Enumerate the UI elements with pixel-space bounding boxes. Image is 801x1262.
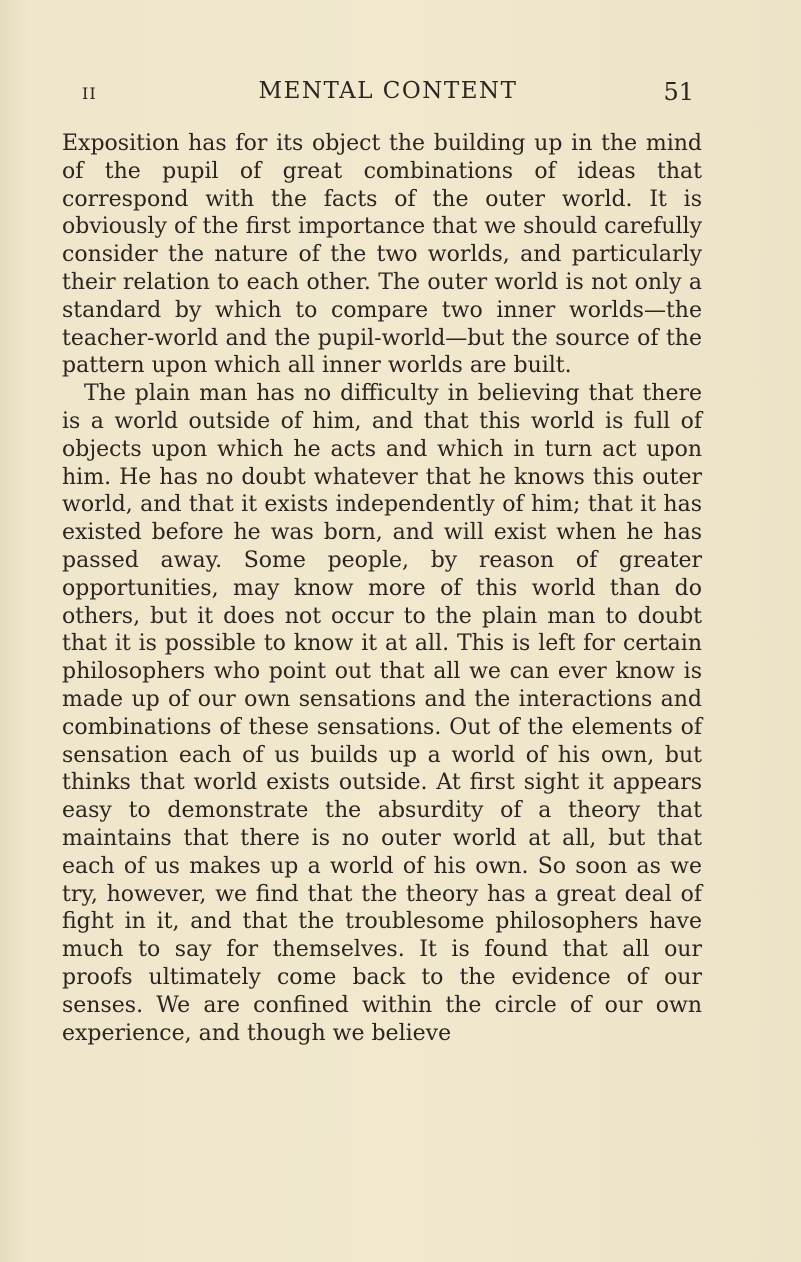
paragraph: Exposition has for its object the building up in the mind of the pupil of great combinations of ideas that correspond with the facts of the outer world. It is obviously of the first importance that we should carefully consider the nature of the two worlds, and particularly their relation to each other. The outer world is not only a standard by which to compare two inner worlds—the teacher-world and the pupil-world—but the source of the pattern upon which all inner worlds are built. [62,131,702,379]
page-header [82,78,694,112]
body-text [62,130,702,1047]
running-title: MENTAL CONTENT [258,78,518,104]
page-number: 51 [663,78,694,106]
paragraph: The plain man has no difficulty in believing that there is a world outside of him, and that this world is full of objects upon which he acts and which in turn act upon him. He has no doubt whatever that he knows this outer world, and that it exists independently of him; that it has existed before he was born, and will exist when he has passed away. Some people, by reason of greater opportunities, may know more of this world than do others, but it does not occur to the plain man to doubt that it is possible to know it at all. This is left for certain philosophers who point out that all we can ever know is made up of our own sensations and the interactions and combinations of these sensations. Out of the elements of sensation each of us builds up a world of his own, but thinks that world exists outside. At first sight it appears easy to demonstrate the absurdity of a theory that maintains that there is no outer world at all, but that each of us makes up a world of his own. So soon as we try, however, we find that the theory has a great deal of fight in it, and that the troublesome philosophers have much to say for themselves. It is found that all our proofs ultimately come back to the evidence of our senses. We are confined within the circle of our own experience, and though we believe [62,381,702,1046]
chapter-numeral: II [82,84,97,103]
